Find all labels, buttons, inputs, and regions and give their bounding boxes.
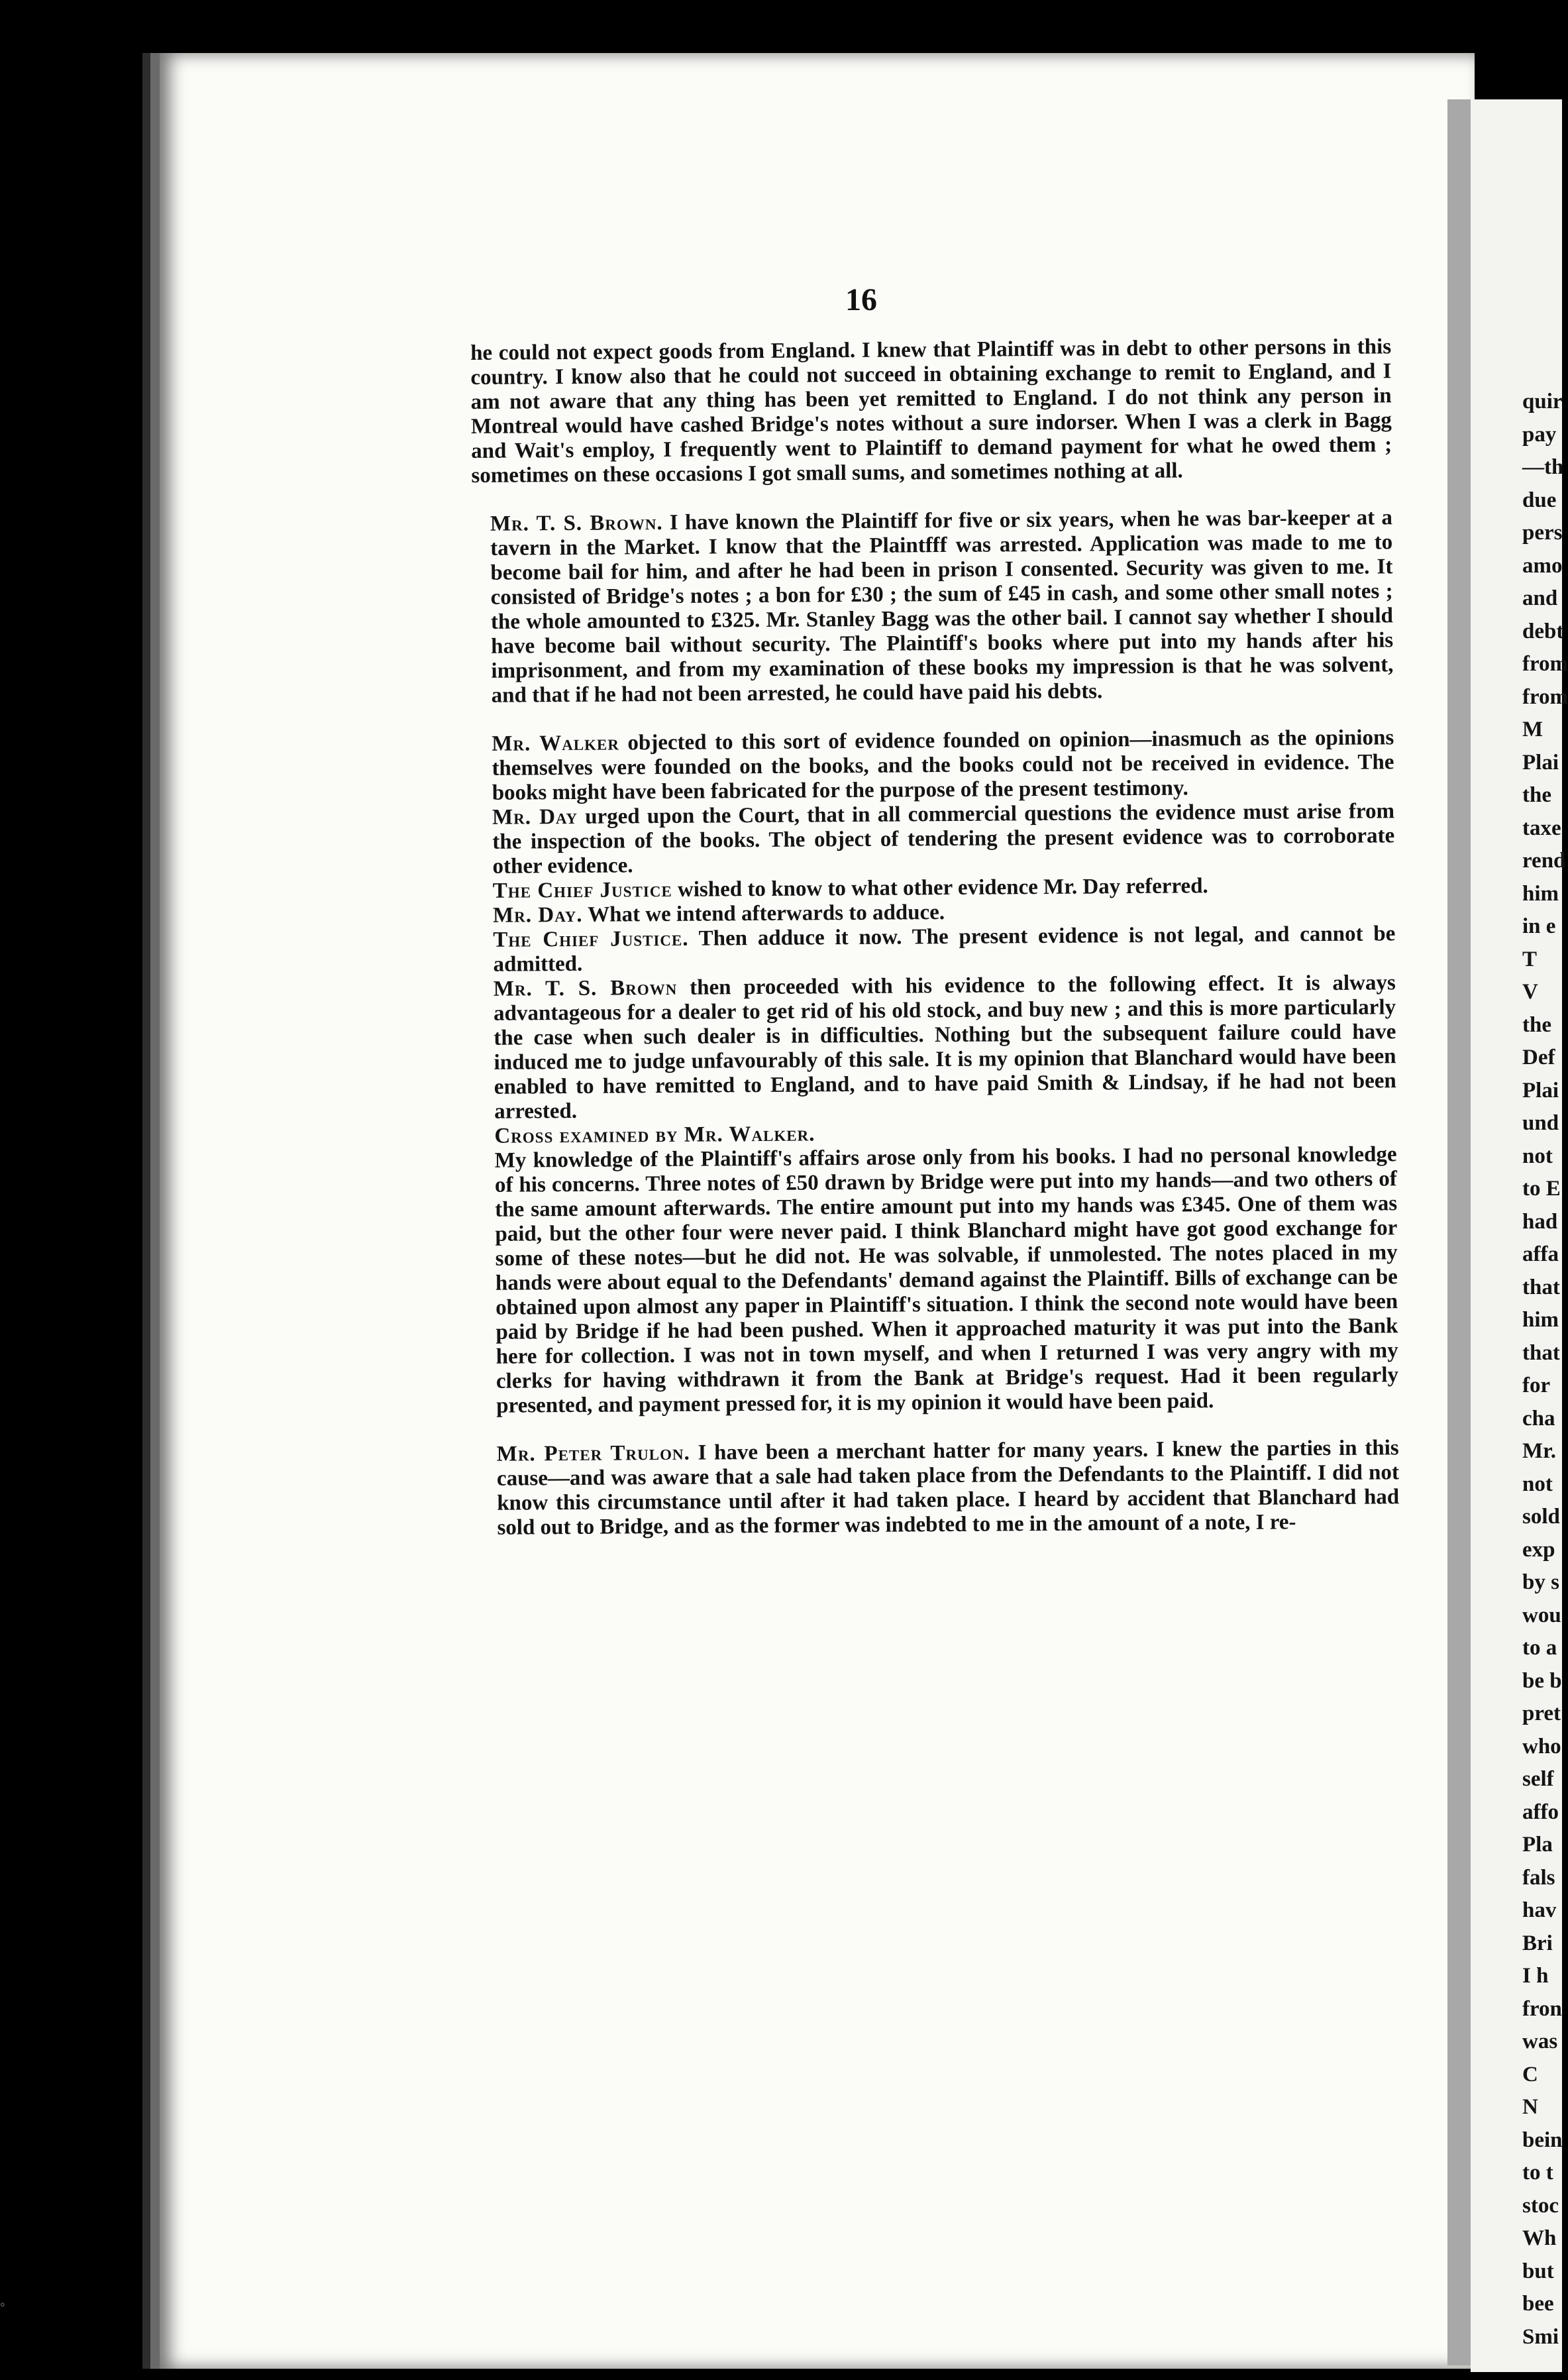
facing-page-fragment: V — [1522, 980, 1538, 1004]
page-gutter — [1447, 99, 1471, 2365]
facing-page-fragment: hav — [1522, 1898, 1557, 1922]
speaker-name: Mr. Walker — [492, 731, 620, 756]
paragraph — [475, 971, 1397, 1124]
facing-page-fragment: Plai — [1522, 750, 1559, 775]
facing-page-fragment: debt — [1522, 619, 1564, 643]
facing-page-fragment: be b — [1522, 1668, 1562, 1693]
facing-page-fragment: pers — [1522, 521, 1563, 545]
facing-page-fragment: to a — [1522, 1636, 1557, 1660]
facing-page-fragment: Mr. — [1522, 1439, 1557, 1463]
facing-page-edge — [1471, 99, 1568, 2372]
facing-page-fragment: quir — [1522, 390, 1563, 413]
speaker-name: Mr. T. S. Brown. — [490, 510, 663, 536]
speaker-name: Mr. Peter Trulon. — [496, 1440, 690, 1466]
facing-page-fragment: stoc — [1522, 2193, 1559, 2218]
facing-page-fragment: T — [1522, 947, 1538, 971]
facing-page-fragment: taxe — [1522, 816, 1561, 840]
facing-page-fragment: Bri — [1522, 1931, 1553, 1955]
paragraph-text: wished to know to what other evidence Mr. Day referred. — [672, 874, 1208, 902]
paragraph-text: objected to this sort of evidence founded on opinion—inasmuch as the opinions themselves were founded on the books, and the books could not be received in evidence. The books might have been fabricated for the purpose of the present testimony. — [492, 726, 1394, 805]
facing-page-fragment: bee — [1522, 2292, 1554, 2316]
facing-page-fragment: Smi — [1522, 2324, 1559, 2349]
facing-page-fragment: I h — [1522, 1964, 1549, 1988]
facing-page-fragment: affa — [1522, 1242, 1559, 1266]
paragraph-text: I have been a merchant hatter for many years. I knew the parties in this cause—and was aware that a sale had taken place from the Defendants to the Plaintiff. I did not know this circumstance until after it had taken place. I heard by accident that Blanchard had sold out to Bridge, and as the former was indebted to me in the amount of a note, I re- — [496, 1436, 1400, 1540]
facing-page-fragment: the — [1522, 1012, 1551, 1037]
facing-page-fragment: due — [1522, 488, 1557, 512]
paragraph-text: My knowledge of the Plaintiff's affairs arose only from his books. I had no personal knowledge of his concerns. Three notes of £50 drawn by Bridge were put into my hands—and two others of the same amount afterwards. The entire amount put into my hands was £345. One of them was paid, but the other four were never paid. I think Blanchard might have got good exchange for some of these notes—but he did not. He was solvable, if unmolested. The notes placed in my hands were about equal to the Defendants' demand against the Plaintiff. Bills of exchange can be obtained upon almost any paper in Plaintiff's situation. I think the second note would have been paid by Bridge if he had been pushed. When it approached maturity it was put into the Bank here for collection. I was not in town myself, and when I returned I was very angry with my clerks for having withdrawn it from the Bank at Bridge's request. Had it been regularly presented, and payment pressed for, it is my opinion it would have been paid. — [494, 1142, 1399, 1418]
facing-page-fragment: amo — [1522, 553, 1563, 578]
paragraph-text: I have known the Plaintiff for five or six years, when he was bar-keeper at a tavern in the Market. I know that the Plaintfff was arrested. Application was made to me to become bail for him, and after he had been in prison I consented. Security was given to me. It consisted of Bridge's notes ; a bon for £30 ; the sum of £45 in cash, and some other small notes ; the whole amounted to £325. Mr. Stanley Bagg was the other bail. I cannot say whether I should have become bail without security. The Plaintiff's books where put into my hands after his imprisonment, and from my examination of these books my impression is that he was solvent, and that if he had not been arrested, he could have paid his debts. — [490, 506, 1394, 708]
paragraph — [472, 506, 1394, 708]
facing-page-fragment: affo — [1522, 1800, 1559, 1824]
facing-page-fragment: that — [1522, 1275, 1560, 1299]
paragraph-text: urged upon the Court, that in all commercial questions the evidence must arise from the inspection of the books. The object of tendering the present evidence was to corroborate other evidence. — [492, 799, 1395, 879]
paragraph-text: What we intend afterwards to adduce. — [582, 900, 945, 927]
paragraph — [476, 1142, 1399, 1419]
paragraph — [470, 335, 1392, 488]
facing-page-fragment: —th — [1522, 455, 1564, 479]
facing-page-fragment: not — [1522, 1472, 1553, 1496]
page-number: 16 — [845, 282, 877, 317]
paragraph — [478, 1436, 1400, 1541]
paragraph-text: Then adduce it now. The present evidence is not legal, and cannot be admitted. — [493, 922, 1396, 977]
facing-page-fragment: from — [1522, 652, 1568, 676]
facing-page-fragment: pay — [1522, 422, 1557, 447]
paragraph — [474, 799, 1395, 879]
speaker-name: Mr. Day. — [492, 902, 583, 928]
facing-page-fragment: and — [1522, 586, 1558, 610]
facing-page-fragment: fron — [1522, 1996, 1562, 2021]
facing-page-fragment: Pla — [1522, 1833, 1553, 1857]
paragraph — [473, 726, 1394, 806]
facing-page-fragment: N — [1522, 2095, 1538, 2119]
facing-page-fragment: bein — [1522, 2128, 1563, 2152]
speaker-name: Mr. Day — [492, 804, 578, 830]
paragraph — [474, 922, 1395, 977]
speaker-name: The Chief Justice — [492, 877, 672, 903]
facing-page-fragment: was — [1522, 2029, 1558, 2053]
facing-page-fragment: from — [1522, 684, 1568, 709]
facing-page-fragment: rend — [1522, 849, 1566, 873]
page-body-text — [470, 335, 1400, 1541]
facing-page-fragment: Def — [1522, 1046, 1555, 1069]
scan-artifact: ◦ — [0, 2296, 5, 2312]
speaker-name: Mr. T. S. Brown — [493, 975, 678, 1001]
facing-page-fragment: und — [1522, 1111, 1559, 1135]
facing-page-fragment: C — [1522, 2062, 1538, 2086]
facing-page-fragment: self — [1522, 1767, 1554, 1791]
facing-page-fragment: wou — [1522, 1603, 1561, 1627]
cross-examination-heading: Cross examined by Mr. Walker. — [494, 1122, 815, 1148]
facing-page-fragment: sold — [1522, 1505, 1560, 1529]
facing-page-fragment: him — [1522, 881, 1559, 906]
facing-page-fragment: pret — [1522, 1702, 1561, 1725]
speaker-name: The Chief Justice. — [493, 926, 689, 952]
facing-page-fragment: M — [1522, 718, 1543, 741]
facing-page-fragment: not — [1522, 1144, 1553, 1168]
facing-page-fragment: that — [1522, 1340, 1560, 1365]
facing-page-fragment: who — [1522, 1734, 1561, 1758]
facing-page-fragment: by s — [1522, 1570, 1559, 1594]
paragraph-text: then proceeded with his evidence to the following effect. It is always advantageous for a dealer to get rid of his old stock, and buy new ; and this is more particularly the case when such dealer is in difficulties. Nothing but the subsequent failure could have induced me to judge unfavourably of this sale. It is my opinion that Blanchard would have been enabled to have remitted to England, and to have paid Smith & Lindsay, if he had not been arrested. — [493, 971, 1396, 1124]
paragraph-text: he could not expect goods from England. I knew that Plaintiff was in debt to other persons in this country. I know also that he could not succeed in obtaining exchange to remit to England, and I am not aware that any thing has been yet remitted to England. I do not think any person in Montreal would have cashed Bridge's notes without a sure indorser. When I was a clerk in Bagg and Wait's employ, I frequently went to Plaintiff to demand payment for what he owed them ; sometimes on these occasions I got small sums, and sometimes nothing at all. — [470, 335, 1392, 488]
facing-page-fragment: Wh — [1522, 2226, 1557, 2250]
facing-page-fragment: for — [1522, 1374, 1551, 1397]
facing-page-fragment: Plai — [1522, 1078, 1559, 1103]
facing-page-fragment: had — [1522, 1209, 1558, 1234]
facing-page-fragment: to t — [1522, 2161, 1553, 2185]
facing-page-fragment: to E — [1522, 1177, 1561, 1201]
facing-page-fragment: the — [1522, 783, 1551, 807]
facing-page-fragment: exp — [1522, 1537, 1555, 1562]
facing-page-fragment: in e — [1522, 914, 1556, 938]
facing-page-fragment: fals — [1522, 1865, 1555, 1890]
facing-page-fragment: cha — [1522, 1406, 1555, 1431]
facing-page-fragment: him — [1522, 1308, 1559, 1332]
facing-page-fragment: but — [1522, 2259, 1554, 2283]
